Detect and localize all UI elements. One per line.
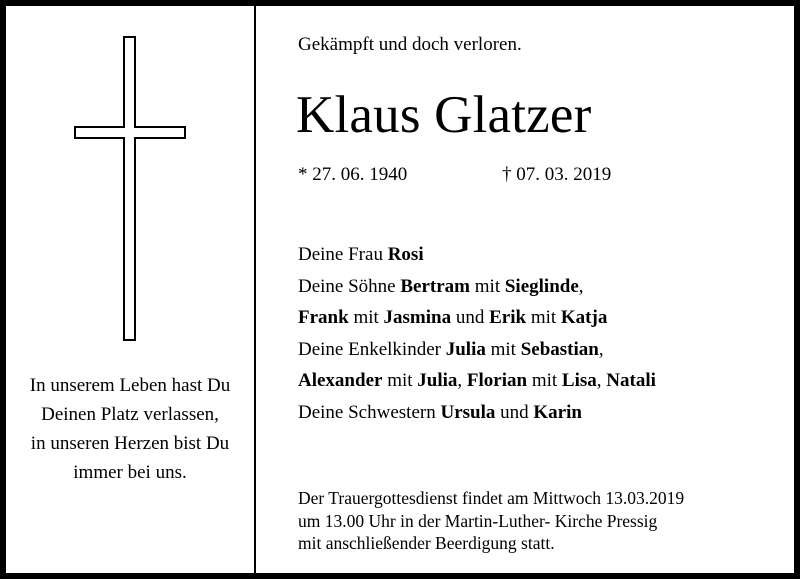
family-text: mit <box>348 307 384 329</box>
verse-line: in unseren Herzen bist Du <box>30 433 230 454</box>
service-info <box>298 487 684 555</box>
family-member-name: Jasmina <box>383 307 452 329</box>
family-line <box>298 271 656 303</box>
family-text: und <box>495 401 534 423</box>
deceased-name: Klaus Glatzer <box>296 86 592 144</box>
family-text: Deine Enkelkinder <box>298 338 446 360</box>
family-line <box>298 302 656 334</box>
family-member-name: Erik <box>489 307 527 329</box>
family-text: mit <box>526 307 561 329</box>
family-text: , <box>457 370 467 392</box>
left-verse <box>6 371 254 487</box>
family-member-name: Julia <box>417 370 458 392</box>
family-member-name: Alexander <box>298 370 383 392</box>
vertical-divider <box>254 6 256 573</box>
family-member-name: Sebastian <box>520 338 599 360</box>
motto: Gekämpft und doch verloren. <box>298 34 522 55</box>
family-text: mit <box>485 338 521 360</box>
verse-line: Deinen Platz verlassen, <box>41 404 219 425</box>
birth-date: * 27. 06. 1940 <box>298 164 408 185</box>
family-member-name: Katja <box>560 307 608 329</box>
verse-line: immer bei uns. <box>73 462 187 483</box>
family-list <box>298 239 656 429</box>
family-member-name: Frank <box>298 307 349 329</box>
family-text: und <box>451 307 490 329</box>
family-text: , <box>596 370 607 392</box>
family-text: Deine Schwestern <box>298 401 441 423</box>
family-member-name: Ursula <box>440 401 496 423</box>
family-member-name: Natali <box>606 370 656 392</box>
family-line <box>298 397 656 429</box>
verse-line: In unserem Leben hast Du <box>29 375 231 396</box>
family-line <box>298 365 656 397</box>
life-dates <box>298 164 612 186</box>
family-text: mit <box>470 275 505 297</box>
family-member-name: Karin <box>533 401 582 423</box>
service-line: Der Trauergottesdienst findet am Mittwoch 13.03.2019 <box>298 488 685 508</box>
family-text: mit <box>527 370 562 392</box>
family-text: , <box>598 338 604 360</box>
service-line: mit anschließender Beerdigung statt. <box>298 533 555 553</box>
family-member-name: Sieglinde <box>504 275 579 297</box>
family-text: mit <box>382 370 418 392</box>
service-line: um 13.00 Uhr in der Martin-Luther- Kirche Pressig <box>298 510 658 531</box>
family-text: Deine Frau <box>298 244 388 265</box>
family-member-name: Lisa <box>561 370 597 392</box>
family-text: Deine Söhne <box>298 275 401 297</box>
family-line <box>298 239 656 271</box>
death-date: † 07. 03. 2019 <box>502 164 612 185</box>
family-line <box>298 334 656 366</box>
family-member-name: Julia <box>445 338 486 360</box>
family-member-name: Rosi <box>387 244 424 265</box>
family-text: , <box>578 275 584 297</box>
cross-icon <box>74 36 186 341</box>
family-member-name: Bertram <box>400 275 471 297</box>
family-member-name: Florian <box>466 370 528 392</box>
